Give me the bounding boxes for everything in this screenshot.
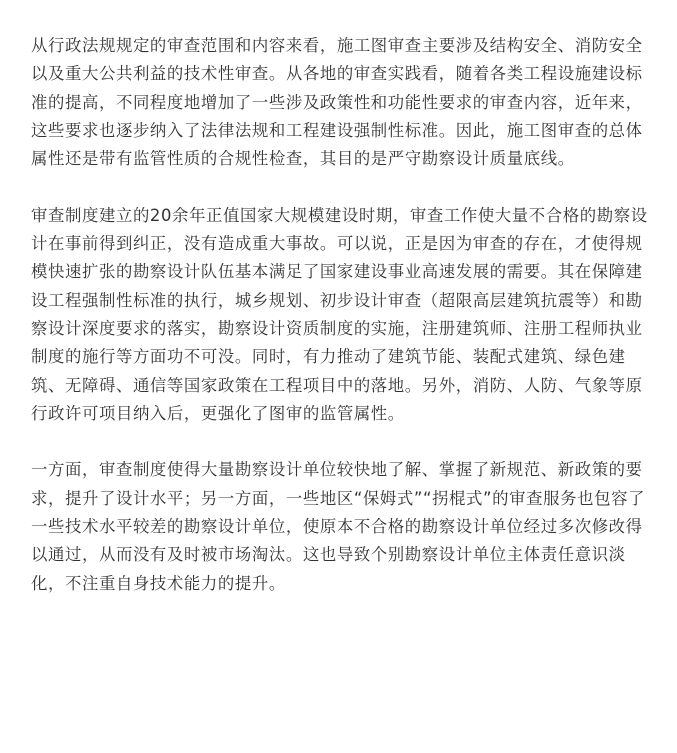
text-line: 一方面，审查制度使得大量勘察设计单位较快地了解、掌握了新规范、新政策的要 xyxy=(31,460,643,480)
text-line: 行政许可项目纳入后，更强化了图审的监管属性。 xyxy=(31,403,405,423)
text-line: 模快速扩张的勘察设计队伍基本满足了国家建设事业高速发展的需要。其在保障建 xyxy=(31,262,643,282)
text-line: 察设计深度要求的落实，勘察设计资质制度的实施，注册建筑师、注册工程师执业 xyxy=(31,318,643,338)
text-line: 设工程强制性标准的执行，城乡规划、初步设计审查（超限高层建筑抗震等）和勘 xyxy=(31,290,643,310)
text-line: 以及重大公共利益的技术性审查。从各地的审查实践看，随着各类工程设施建设标 xyxy=(31,64,643,84)
text-line: 审查制度建立的20余年正值国家大规模建设时期，审查工作使大量不合格的勘察设 xyxy=(31,205,648,225)
text-line: 求，提升了设计水平；另一方面，一些地区“保姆式”“拐棍式”的审查服务也包容了 xyxy=(31,488,646,508)
text-line: 从行政法规规定的审查范围和内容来看，施工图审查主要涉及结构安全、消防安全 xyxy=(31,36,643,55)
text-line: 计在事前得到纠正，没有造成重大事故。可以说，正是因为审查的存在，才使得规 xyxy=(31,234,643,254)
article-paragraph-1 xyxy=(31,32,651,173)
article-paragraph-2 xyxy=(31,202,651,428)
text-line: 这些要求也逐步纳入了法律法规和工程建设强制性标准。因此，施工图审查的总体 xyxy=(31,120,643,140)
text-line: 一些技术水平较差的勘察设计单位，使原本不合格的勘察设计单位经过多次修改得 xyxy=(31,517,643,537)
text-line: 化，不注重自身技术能力的提升。 xyxy=(31,573,286,593)
article-body xyxy=(31,32,651,598)
text-line: 筑、无障碍、通信等国家政策在工程项目中的落地。另外，消防、人防、气象等原 xyxy=(31,375,643,395)
article-paragraph-3 xyxy=(31,456,651,597)
text-line: 制度的施行等方面功不可没。同时，有力推动了建筑节能、装配式建筑、绿色建 xyxy=(31,347,626,367)
text-line: 以通过，从而没有及时被市场淘汰。这也导致个别勘察设计单位主体责任意识淡 xyxy=(31,545,626,565)
text-line: 属性还是带有监管性质的合规性检查，其目的是严守勘察设计质量底线。 xyxy=(31,149,575,169)
text-line: 准的提高，不同程度地增加了一些涉及政策性和功能性要求的审查内容，近年来， xyxy=(31,92,643,112)
